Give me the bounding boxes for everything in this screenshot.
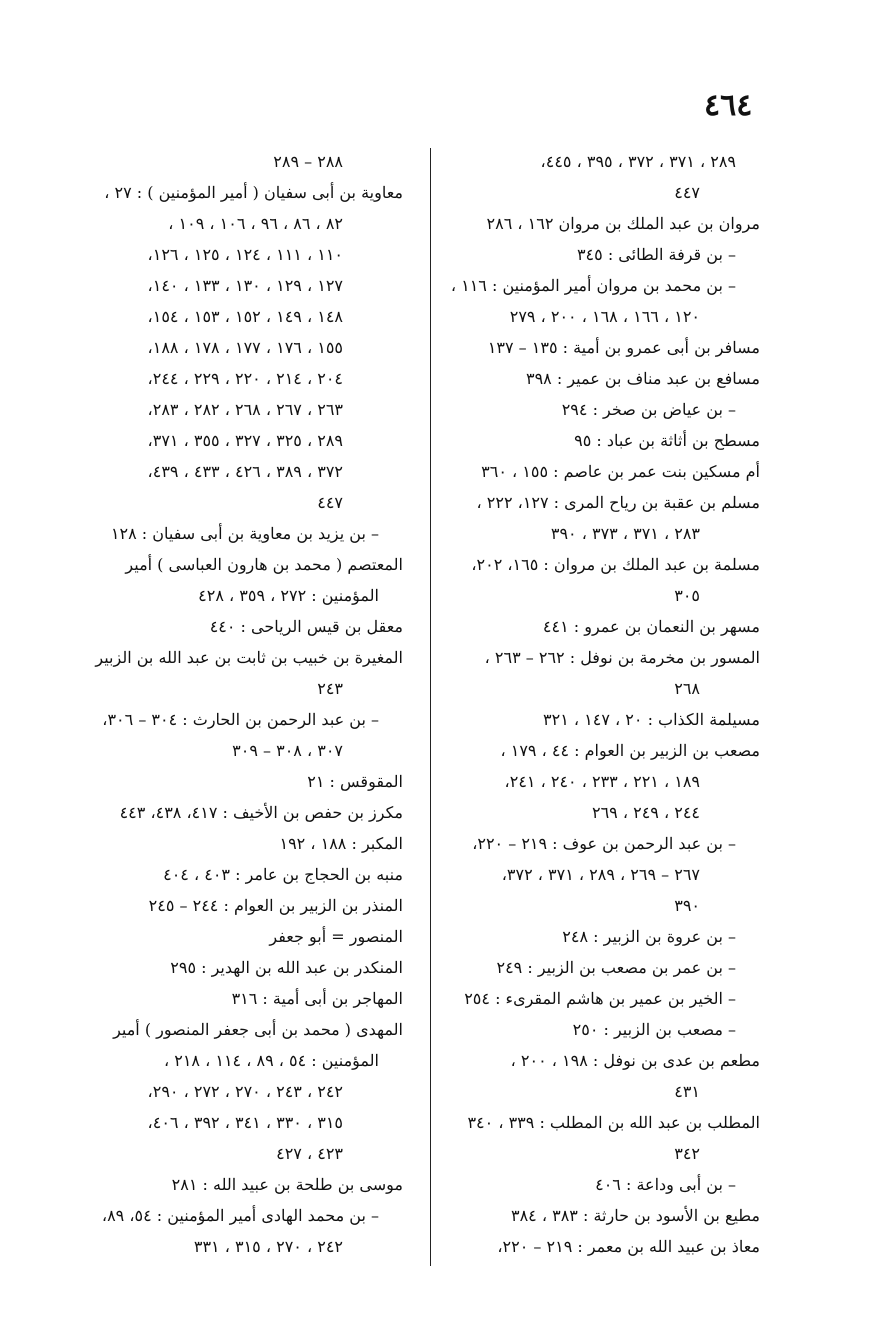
column-divider — [430, 148, 431, 1266]
index-line: مسلمة بن عبد الملك بن مروان : ١٦٥، ٢٠٢، — [471, 555, 760, 574]
index-line: ٣٩٠ — [674, 896, 700, 915]
index-line: ٢٨٨ – ٢٨٩ — [273, 152, 343, 171]
index-line: ١٤٨ ، ١٤٩ ، ١٥٢ ، ١٥٣ ، ١٥٤، — [147, 307, 343, 326]
index-line: ٢٤٢ ، ٢٧٠ ، ٣١٥ ، ٣٣١ — [193, 1237, 343, 1256]
index-line: المنصور = أبو جعفر — [269, 927, 403, 946]
index-line: ٣٧٢ ، ٣٨٩ ، ٤٢٦ ، ٤٣٣ ، ٤٣٩، — [147, 462, 343, 481]
index-line: ٤٢٣ ، ٤٢٧ — [276, 1144, 343, 1163]
index-line: ١٢٧ ، ١٢٩ ، ١٣٠ ، ١٣٣ ، ١٤٠، — [147, 276, 343, 295]
index-line: ٢٨٩ ، ٣٢٥ ، ٣٢٧ ، ٣٥٥ ، ٣٧١، — [147, 431, 343, 450]
index-line: مسهر بن النعمان بن عمرو : ٤٤١ — [542, 617, 760, 636]
index-line: المنكدر بن عبد الله بن الهدير : ٢٩٥ — [170, 958, 403, 977]
index-line: مسيلمة الكذاب : ٢٠ ، ١٤٧ ، ٣٢١ — [543, 710, 760, 729]
index-line: – بن محمد الهادى أمير المؤمنين : ٥٤، ٨٩، — [101, 1206, 379, 1225]
index-line: – مصعب بن الزبير : ٢٥٠ — [572, 1020, 736, 1039]
index-line: مروان بن عبد الملك بن مروان ١٦٢ ، ٢٨٦ — [486, 214, 760, 233]
index-line: ١٨٩ ، ٢٢١ ، ٢٣٣ ، ٢٤٠ ، ٢٤١، — [504, 772, 700, 791]
index-line: ٨٢ ، ٨٦ ، ٩٦ ، ١٠٦ ، ١٠٩ ، — [168, 214, 343, 233]
index-line: – بن عبد الرحمن بن الحارث : ٣٠٤ – ٣٠٦، — [102, 710, 379, 729]
index-line: ٢٤٢ ، ٢٤٣ ، ٢٧٠ ، ٢٧٢ ، ٢٩٠، — [147, 1082, 343, 1101]
index-line: أم مسكين بنت عمر بن عاصم : ١٥٥ ، ٣٦٠ — [481, 462, 760, 481]
right-column — [447, 146, 760, 1262]
left-column — [95, 146, 403, 1262]
index-line: مسلم بن عقبة بن رياح المرى : ١٢٧، ٢٢٢ ، — [476, 493, 760, 512]
index-line: ٢٨٩ ، ٣٧١ ، ٣٧٢ ، ٣٩٥ ، ٤٤٥، — [540, 152, 736, 171]
index-line: المسور بن مخرمة بن نوفل : ٢٦٢ – ٢٦٣ ، — [484, 648, 760, 667]
index-line: المغيرة بن خبيب بن ثابت بن عبد الله بن الزبير — [95, 648, 403, 667]
index-line: ٣٤٢ — [674, 1144, 700, 1163]
index-line: المكبر : ١٨٨ ، ١٩٢ — [279, 834, 403, 853]
index-line: ٢٦٧ – ٢٦٩ ، ٢٨٩ ، ٣٧١ ، ٣٧٢، — [501, 865, 700, 884]
index-line: مطعم بن عدى بن نوفل : ١٩٨ ، ٢٠٠ ، — [510, 1051, 760, 1070]
index-line: ٢٨٣ ، ٣٧١ ، ٣٧٣ ، ٣٩٠ — [550, 524, 700, 543]
index-line: ١٥٥ ، ١٧٦ ، ١٧٧ ، ١٧٨ ، ١٨٨، — [147, 338, 343, 357]
index-line: المعتصم ( محمد بن هارون العباسى ) أمير — [125, 555, 403, 574]
index-line: المؤمنين : ٢٧٢ ، ٣٥٩ ، ٤٢٨ — [198, 586, 379, 605]
index-line: معقل بن قيس الرياحى : ٤٤٠ — [209, 617, 403, 636]
index-line: مطيع بن الأسود بن حارثة : ٣٨٣ ، ٣٨٤ — [510, 1206, 760, 1225]
index-line: – بن عروة بن الزبير : ٢٤٨ — [562, 927, 736, 946]
index-line: – بن عمر بن مصعب بن الزبير : ٢٤٩ — [496, 958, 736, 977]
index-line: – بن عياض بن صخر : ٢٩٤ — [561, 400, 736, 419]
index-line: ٢٠٤ ، ٢١٤ ، ٢٢٠ ، ٢٢٩ ، ٢٤٤، — [147, 369, 343, 388]
index-line: ٢٤٤ ، ٢٤٩ ، ٢٦٩ — [591, 803, 700, 822]
index-line: المقوقس : ٢١ — [307, 772, 403, 791]
index-line: – بن محمد بن مروان أمير المؤمنين : ١١٦ ، — [450, 276, 736, 295]
index-line: المهدى ( محمد بن أبى جعفر المنصور ) أمير — [113, 1020, 403, 1039]
index-line: المنذر بن الزبير بن العوام : ٢٤٤ – ٢٤٥ — [148, 896, 403, 915]
index-line: – بن قرفة الطائى : ٣٤٥ — [576, 245, 736, 264]
index-line: ٣١٥ ، ٣٣٠ ، ٣٤١ ، ٣٩٢ ، ٤٠٦، — [147, 1113, 343, 1132]
index-line: ١١٠ ، ١١١ ، ١٢٤ ، ١٢٥ ، ١٢٦، — [147, 245, 343, 264]
index-line: – بن أبى وداعة : ٤٠٦ — [595, 1175, 736, 1194]
index-line: ٣٠٥ — [674, 586, 700, 605]
index-line: ٢٦٨ — [674, 679, 700, 698]
index-line: منبه بن الحجاج بن عامر : ٤٠٣ ، ٤٠٤ — [163, 865, 403, 884]
index-line: – الخير بن عمير بن هاشم المقرىء : ٢٥٤ — [464, 989, 736, 1008]
index-line: ١٢٠ ، ١٦٦ ، ١٦٨ ، ٢٠٠ ، ٢٧٩ — [509, 307, 700, 326]
index-line: ٣٠٧ ، ٣٠٨ – ٣٠٩ — [232, 741, 343, 760]
index-line: المهاجر بن أبى أمية : ٣١٦ — [231, 989, 403, 1008]
index-line: – بن يزيد بن معاوية بن أبى سفيان : ١٢٨ — [110, 524, 379, 543]
index-line: ٤٣١ — [674, 1082, 700, 1101]
index-line: – بن عبد الرحمن بن عوف : ٢١٩ – ٢٢٠، — [472, 834, 736, 853]
page-number: ٤٦٤ — [704, 88, 753, 123]
index-line: ٢٦٣ ، ٢٦٧ ، ٢٦٨ ، ٢٨٢ ، ٢٨٣، — [147, 400, 343, 419]
index-line: موسى بن طلحة بن عبيد الله : ٢٨١ — [171, 1175, 403, 1194]
index-line: مسطح بن أثاثة بن عباد : ٩٥ — [574, 431, 760, 450]
index-line: مكرز بن حفص بن الأخيف : ٤١٧، ٤٣٨، ٤٤٣ — [119, 803, 403, 822]
index-line: المؤمنين : ٥٤ ، ٨٩ ، ١١٤ ، ٢١٨ ، — [163, 1051, 379, 1070]
index-line: المطلب بن عبد الله بن المطلب : ٣٣٩ ، ٣٤٠ — [467, 1113, 760, 1132]
index-line: مصعب بن الزبير بن العوام : ٤٤ ، ١٧٩ ، — [500, 741, 760, 760]
index-line: مسافر بن أبى عمرو بن أمية : ١٣٥ – ١٣٧ — [487, 338, 760, 357]
index-line: ٢٤٣ — [317, 679, 343, 698]
index-line: ٤٤٧ — [317, 493, 343, 512]
index-line: مسافع بن عبد مناف بن عمير : ٣٩٨ — [525, 369, 760, 388]
index-line: معاوية بن أبى سفيان ( أمير المؤمنين ) : ٢٧ ، — [104, 183, 403, 202]
index-line: معاذ بن عبيد الله بن معمر : ٢١٩ – ٢٢٠، — [497, 1237, 760, 1256]
index-line: ٤٤٧ — [674, 183, 700, 202]
